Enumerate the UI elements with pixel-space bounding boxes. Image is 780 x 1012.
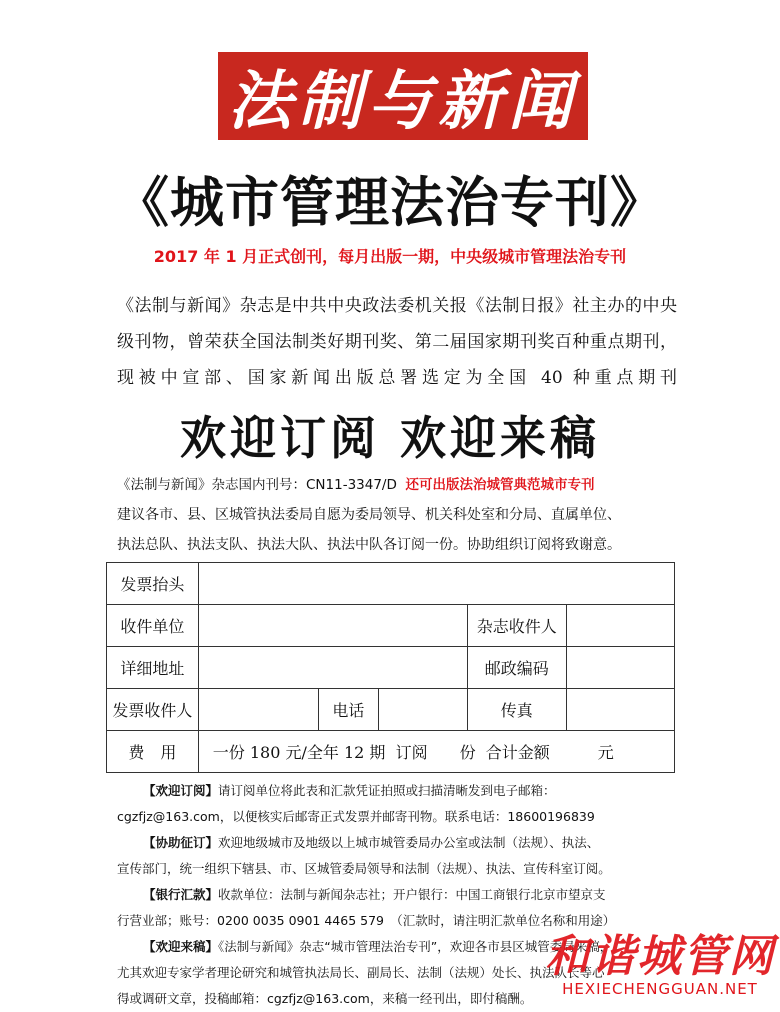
subscribe-tag: 【欢迎订阅】 [143, 783, 219, 798]
invoice-recipient-label: 发票收件人 [107, 689, 199, 731]
invoice-title-label: 发票抬头 [107, 563, 199, 605]
contrib-tag: 【欢迎来稿】 [143, 939, 219, 954]
form-row [107, 605, 675, 647]
form-row [107, 647, 675, 689]
subscription-form [106, 562, 675, 773]
recipient-unit-label: 收件单位 [107, 605, 199, 647]
fee-text: 一份 180 元/全年 12 期 订阅 份 合计金额 元 [198, 731, 674, 773]
issn-line [117, 473, 594, 493]
subscribe-text-2: cgzfjz@163.com，以便核实后邮寄正式发票并邮寄刊物。联系电话：18600196839 [117, 809, 595, 824]
welcome-slogan: 欢迎订阅 欢迎来稿 [179, 411, 600, 465]
logo-text: 法制与新闻 [228, 64, 578, 139]
bank-text-2: 行营业部；账号：0200 0035 0901 4465 579 （汇款时，请注明汇款单位名称和用途） [117, 913, 616, 928]
intro-paragraph: 《法制与新闻》杂志是中共中央政法委机关报《法制日报》社主办的中央级刊物，曾荣获全国法制类好期刊奖、第二届国家期刊奖百种重点期刊，现被中宣部、国家新闻出版总署选定为全国 40 种重点期刊 [117, 296, 677, 388]
invoice-recipient-field[interactable] [198, 689, 318, 731]
form-row [107, 731, 675, 773]
recipient-unit-field[interactable] [198, 605, 467, 647]
address-field[interactable] [198, 647, 467, 689]
address-label: 详细地址 [107, 647, 199, 689]
bank-tag: 【银行汇款】 [143, 887, 219, 902]
form-row [107, 563, 675, 605]
fax-field[interactable] [566, 689, 674, 731]
watermark-cn: 和谐城管网 [545, 931, 775, 982]
magazine-logo [218, 52, 588, 140]
contrib-text-2: 尤其欢迎专家学者理论研究和城管执法局长、副局长、法制（法规）处长、执法队长等心 [117, 965, 605, 980]
assist-tag: 【协助征订】 [143, 835, 219, 850]
assist-text-2: 宣传部门，统一组织下辖县、市、区城管委局领导和法制（法规）、执法、宣传科室订阅。 [117, 861, 611, 876]
issn-highlight: 还可出版法治城管典范城市专刊 [405, 477, 595, 493]
watermark-logo [540, 920, 780, 998]
phone-field[interactable] [378, 689, 467, 731]
phone-label: 电话 [319, 689, 379, 731]
fee-label: 费 用 [107, 731, 199, 773]
suggest-line-1: 建议各市、县、区城管执法委局自愿为委局领导、机关科处室和分局、直属单位、 [117, 507, 621, 523]
suggest-line-2: 执法总队、执法支队、执法大队、执法中队各订阅一份。协助组织订阅将致谢意。 [117, 537, 621, 553]
bank-text: 收款单位：法制与新闻杂志社；开户银行：中国工商银行北京市望京支 [218, 887, 606, 902]
assist-text: 欢迎地级城市及地级以上城市城管委局办公室或法制（法规）、执法、 [218, 835, 600, 850]
magazine-recipient-label: 杂志收件人 [467, 605, 566, 647]
subtitle: 2017 年 1 月正式创刊，每月出版一期，中央级城市管理法治专刊 [153, 247, 627, 266]
magazine-recipient-field[interactable] [566, 605, 674, 647]
page-title: 《城市管理法治专刊》 [115, 171, 665, 234]
invoice-title-field[interactable] [198, 563, 674, 605]
subscribe-text: 请订阅单位将此表和汇款凭证拍照或扫描清晰发到电子邮箱： [218, 783, 556, 798]
postcode-field[interactable] [566, 647, 674, 689]
watermark-en: HEXIECHENGGUAN.NET [562, 980, 758, 998]
postcode-label: 邮政编码 [467, 647, 566, 689]
issn-text: 《法制与新闻》杂志国内刊号：CN11-3347/D [117, 477, 397, 493]
fax-label: 传真 [467, 689, 566, 731]
contrib-text: 《法制与新闻》杂志“城市管理法治专刊”，欢迎各市县区城管委局来稿， [218, 939, 613, 954]
contrib-text-3: 得或调研文章，投稿邮箱：cgzfjz@163.com，来稿一经刊出，即付稿酬。 [117, 991, 533, 1006]
form-row [107, 689, 675, 731]
